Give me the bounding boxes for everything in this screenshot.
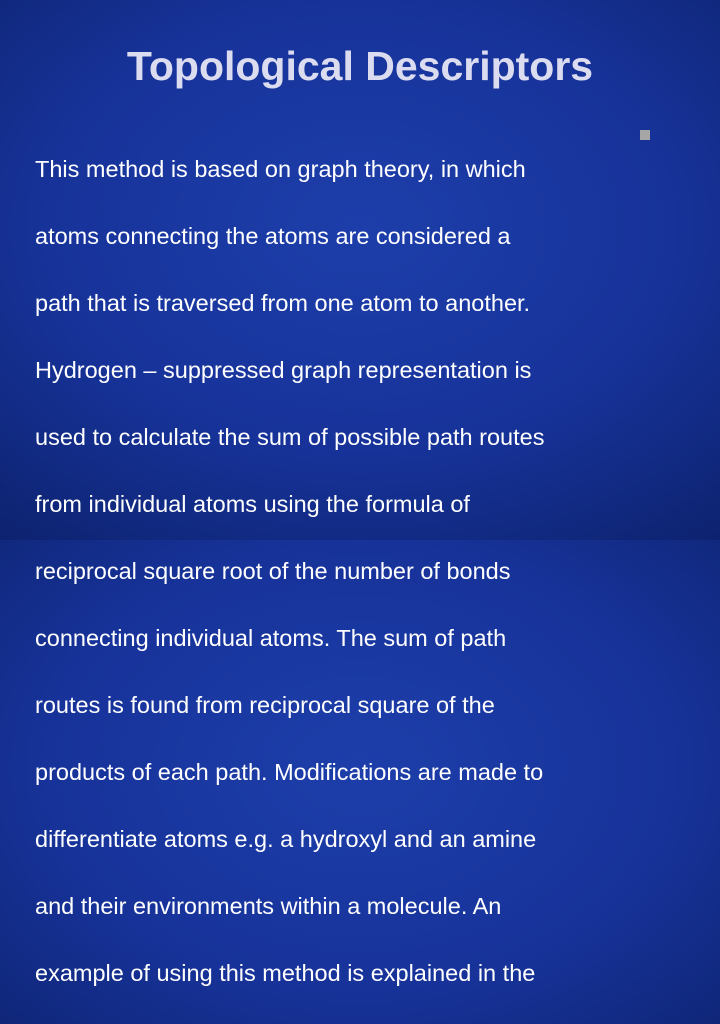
body-line: differentiate atoms e.g. a hydroxyl and an amine	[35, 825, 537, 852]
body-line: example of using this method is explained in the	[35, 959, 536, 986]
body-line: from individual atoms using the formula of	[35, 490, 470, 517]
body-line: reciprocal square root of the number of bonds	[35, 557, 511, 584]
body-line: This method is based on graph theory, in which	[35, 155, 526, 182]
body-line: used to calculate the sum of possible path routes	[35, 423, 545, 450]
body-line: atoms connecting the atoms are considered a	[35, 222, 511, 249]
body-line: Hydrogen – suppressed graph representation is	[35, 356, 532, 383]
body-line: routes is found from reciprocal square of the	[35, 691, 495, 718]
slide-title: Topological Descriptors	[126, 43, 594, 89]
body-line: products of each path. Modifications are made to	[35, 758, 544, 785]
slide-body	[35, 119, 655, 1024]
body-line: and their environments within a molecule. An	[35, 892, 502, 919]
body-line: path that is traversed from one atom to another.	[35, 289, 531, 316]
body-line: connecting individual atoms. The sum of path	[35, 624, 507, 651]
